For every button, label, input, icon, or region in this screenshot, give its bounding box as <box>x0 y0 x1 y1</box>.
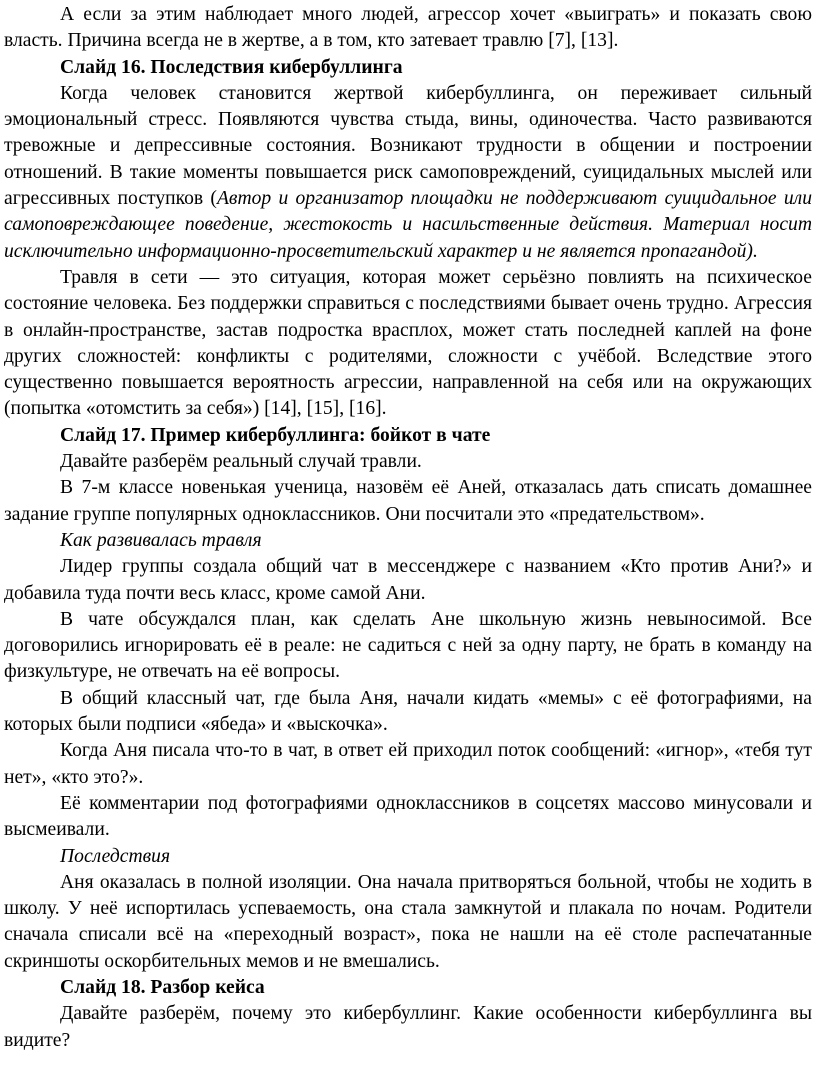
heading-slide-16: Слайд 16. Последствия кибербуллинга <box>60 56 403 78</box>
heading-slide-17: Слайд 17. Пример кибербуллинга: бойкот в чате <box>60 424 491 446</box>
paragraph-case-intro: Давайте разберём реальный случай травли. <box>60 451 422 473</box>
subheading-development: Как развивалась травля <box>60 529 262 551</box>
paragraph-case-analysis: Давайте разберём, почему это кибербуллинг. Какие особенности кибербуллинга вы видите? <box>4 1003 812 1051</box>
paragraph-consequences-text: Когда человек становится жертвой кибербуллинга, он переживает сильный эмоциональный стресс. Появляются чувства стыда, вины, одиночества. Часто развиваются тревожные и депрессивные состояния. Возникают трудности в общении и построении отношений. В такие моменты повышается риск самоповреждений, суицидальных мыслей или агрессивных поступков ( <box>4 82 812 210</box>
paragraph-comments: Её комментарии под фотографиями одноклассников в соцсетях массово минусовали и высмеивали. <box>4 792 812 841</box>
paragraph-aggressor-power: А если за этим наблюдает много людей, агрессор хочет «выиграть» и показать свою власть. Причина всегда не в жертве, а в том, кто затевает травлю [7], [13]. <box>4 4 812 52</box>
heading-slide-18: Слайд 18. Разбор кейса <box>60 976 265 998</box>
paragraph-chat-replies: Когда Аня писала что-то в чат, в ответ ей приходил поток сообщений: «игнор», «тебя тут нет», «кто это?». <box>4 740 812 788</box>
paragraph-online-harassment: Травля в сети — это ситуация, которая может серьёзно повлиять на психическое состояние человека. Без поддержки справиться с последствиями бывает очень трудно. Агрессия в онлайн-пространстве, застав подростка врасплох, может стать последней каплей на фоне других сложностей: конфликты с родителями, сложности с учёбой. Вследствие этого существенно повышается вероятность агрессии, направленной на себя или на окружающих (попытка «отомстить за себя») [14], [15], [16]. <box>4 266 812 420</box>
paragraph-memes: В общий классный чат, где была Аня, начали кидать «мемы» с её фотографиями, на которых были подписи «ябеда» и «выскочка». <box>4 687 812 736</box>
subheading-consequences: Последствия <box>60 845 171 867</box>
paragraph-ignore-plan: В чате обсуждался план, как сделать Ане школьную жизнь невыносимой. Все договорились игнорировать её в реале: не садиться с ней за одну парту, не брать в команду на физкультуре, не отвечать на её вопросы. <box>4 608 812 683</box>
disclaimer-note: Автор и организатор площадки не поддерживают суицидальное или самоповреждающее поведение, жестокость и насильственные действия. Материал носит исключительно информационно-просветительский характер и не является пропагандой). <box>4 188 812 262</box>
paragraph-group-chat: Лидер группы создала общий чат в мессенджере с названием «Кто против Ани?» и добавила туда почти весь класс, кроме самой Ани. <box>4 556 812 604</box>
paragraph-consequences <box>4 81 812 265</box>
paragraph-isolation: Аня оказалась в полной изоляции. Она начала притворяться больной, чтобы не ходить в школу. У неё испортилась успеваемость, она стала замкнутой и плакала по ночам. Родители сначала списали всё на «переходный возраст», пока не нашли на её столе распечатанные скриншоты оскорбительных мемов и не вмешались. <box>4 871 812 972</box>
paragraph-case-setup: В 7-м классе новенькая ученица, назовём её Аней, отказалась дать списать домашнее задание группе популярных одноклассников. Они посчитали это «предательством». <box>4 477 812 525</box>
